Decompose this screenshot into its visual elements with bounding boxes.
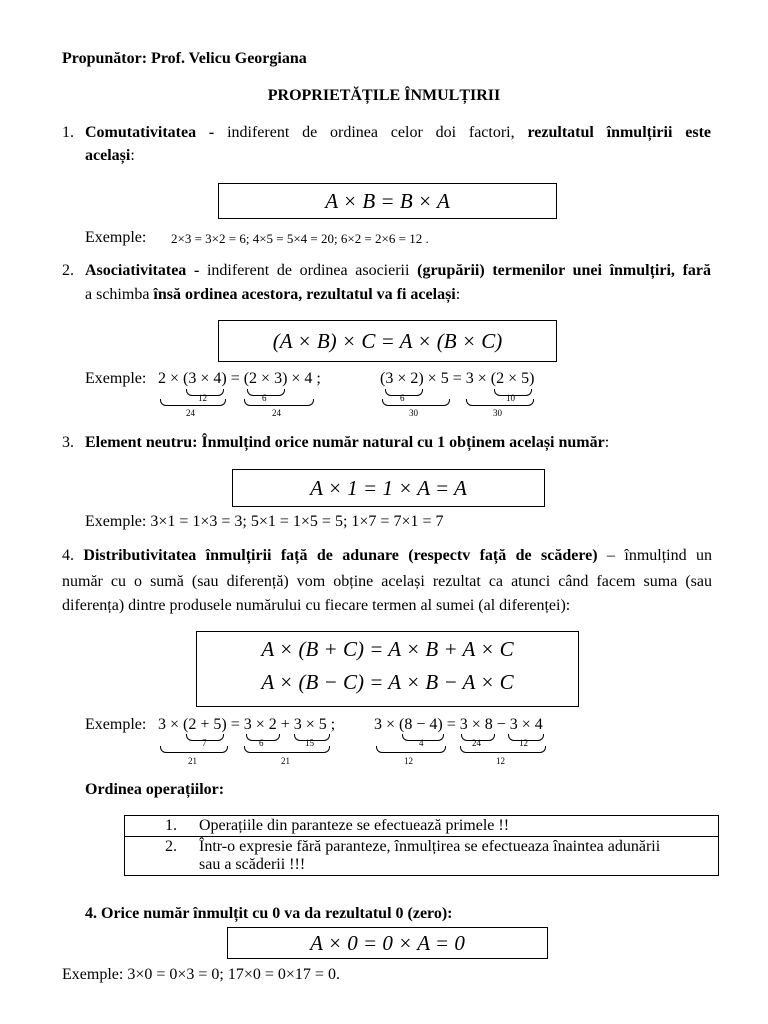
s2-formula-box: (A × B) × C = A × (B × C) [218, 320, 557, 362]
s2-example-2: (3 × 2) × 5 = 3 × (2 × 5) [380, 370, 535, 387]
s3-text-a: Înmulțind orice număr natural cu [197, 434, 438, 451]
s4-brace-outer-2 [244, 746, 330, 753]
s2-underbrace-4: 24 [272, 408, 281, 418]
author-line: Propunător: Prof. Velicu Georgiana [62, 50, 307, 67]
s2-underbrace-3: 24 [186, 408, 195, 418]
s3-text-c: obținem același număr [445, 434, 605, 451]
s2-underbrace-7: 30 [409, 408, 418, 418]
s3-number: 3. [62, 434, 74, 451]
s2-line2 [85, 286, 460, 304]
s2-line2-b: însă ordinea acestora, rezultatul va fi același [153, 286, 456, 303]
s2-line1-b: (grupării) termenilor unei înmulțiri, fară [417, 262, 712, 279]
s2-number: 2. [62, 262, 74, 279]
s1-name: Comutativitatea - [85, 124, 215, 141]
order-text-1: Operațiile din paranteze se efectuează primele !! [199, 817, 510, 834]
s4-example-label: Exemple: [85, 716, 147, 733]
s4-brace-outer-1 [160, 746, 228, 753]
s1-line2 [85, 147, 135, 165]
s4-line1 [62, 547, 712, 565]
s1-example-text: 2×3 = 3×2 = 6; 4×5 = 5×4 = 20; 6×2 = 2×6 = 12 . [171, 231, 429, 246]
s3-line [85, 434, 609, 452]
s2-underbrace-1: 12 [198, 393, 207, 403]
s4-line3: diferența) dintre produsele numărului cu fiecare termen al sumei (al diferenței): [62, 597, 571, 614]
s4-underbrace-4: 21 [188, 756, 197, 766]
s2-underbrace-5: 6 [400, 393, 405, 403]
s4-l1-rest: – înmulțind un [597, 547, 713, 564]
s4-formula-2: A × (B − C) = A × B − A × C [261, 670, 514, 694]
s4-formula-box [196, 631, 579, 707]
s1-number: 1. [62, 124, 74, 141]
s4-brace-outer-4 [460, 746, 546, 753]
s2-example-label: Exemple: [85, 370, 147, 387]
s4-formula-1: A × (B + C) = A × B + A × C [261, 637, 514, 661]
order-table [124, 815, 719, 876]
s4-underbrace-10: 12 [496, 756, 505, 766]
s2-line1-a: indiferent de ordinea asocierii [199, 262, 418, 279]
s1-example-label: Exemple: [85, 229, 147, 246]
order-title: Ordinea operațiilor: [85, 781, 225, 798]
s4-underbrace-1: 7 [202, 738, 207, 748]
s3-text-b: 1 [437, 434, 446, 451]
s2-line1 [85, 262, 711, 280]
s1-text-a: indiferent de ordinea celor doi factori, [214, 124, 528, 141]
s3-formula-box: A × 1 = 1 × A = A [232, 469, 545, 507]
s4-name: Distributivitatea înmulțirii față de adunare (respectv față de scădere) [83, 547, 598, 564]
order-num-1: 1. [165, 817, 177, 834]
page-title: PROPRIETĂȚILE ÎNMULȚIRII [267, 87, 501, 104]
s1-formula-box: A × B = B × A [218, 183, 557, 219]
order-num-2: 2. [165, 838, 177, 855]
order-text-2: Într-o expresie fără paranteze, înmulțirea se efectueaza înaintea adunării [199, 838, 661, 855]
s3-text-d: : [604, 434, 610, 451]
s4-example-2: 3 × (8 − 4) = 3 × 8 − 3 × 4 [374, 716, 543, 733]
s2-brace-outer-1 [160, 399, 226, 406]
s5-formula-box: A × 0 = 0 × A = 0 [227, 927, 548, 959]
s2-underbrace-6: 10 [506, 393, 515, 403]
s4-underbrace-9: 12 [404, 756, 413, 766]
s4-l2-text: număr cu o sumă (sau diferență) vom obține același rezultat ca atunci când facem suma (sau [62, 573, 712, 590]
s5-examples: Exemple: 3×0 = 0×3 = 0; 17×0 = 0×17 = 0. [62, 966, 340, 983]
s4-underbrace-5: 21 [281, 756, 290, 766]
order-row-2 [125, 837, 719, 876]
s4-line2 [62, 573, 712, 591]
s5-title: 4. Orice număr înmulțit cu 0 va da rezultatul 0 (zero): [85, 905, 453, 922]
s1-text-c: același [85, 147, 131, 164]
s4-underbrace-8: 12 [519, 738, 528, 748]
s2-underbrace-8: 30 [493, 408, 502, 418]
s2-brace-outer-2 [244, 399, 314, 406]
s2-name: Asociativitatea - [85, 262, 200, 279]
s3-name: Element neutru: [85, 434, 198, 451]
s1-text-d: : [130, 147, 135, 164]
s1-line1 [85, 124, 711, 142]
s4-example-1: 3 × (2 + 5) = 3 × 2 + 3 × 5 ; [158, 716, 336, 733]
s3-examples: Exemple: 3×1 = 1×3 = 3; 5×1 = 1×5 = 5; 1×7 = 7×1 = 7 [85, 513, 444, 530]
s4-brace-outer-3 [376, 746, 446, 753]
order-cell-2 [125, 837, 719, 876]
order-text-2b: sau a scăderii !!! [199, 856, 306, 873]
s2-brace-outer-3 [382, 399, 450, 406]
s2-brace-outer-4 [466, 399, 534, 406]
s4-underbrace-6: 4 [419, 738, 424, 748]
s2-line2-a: a schimba [85, 286, 154, 303]
s4-number: 4. [62, 547, 74, 564]
order-row-1 [125, 816, 719, 837]
s4-underbrace-7: 24 [472, 738, 481, 748]
s2-example-1: 2 × (3 × 4) = (2 × 3) × 4 ; [158, 370, 321, 387]
s4-underbrace-3: 15 [305, 738, 314, 748]
order-cell-1 [125, 816, 719, 837]
s2-line2-c: : [455, 286, 461, 303]
s4-underbrace-2: 6 [259, 738, 264, 748]
s2-underbrace-2: 6 [262, 393, 267, 403]
s1-text-b: rezultatul înmulțirii este [527, 124, 711, 141]
